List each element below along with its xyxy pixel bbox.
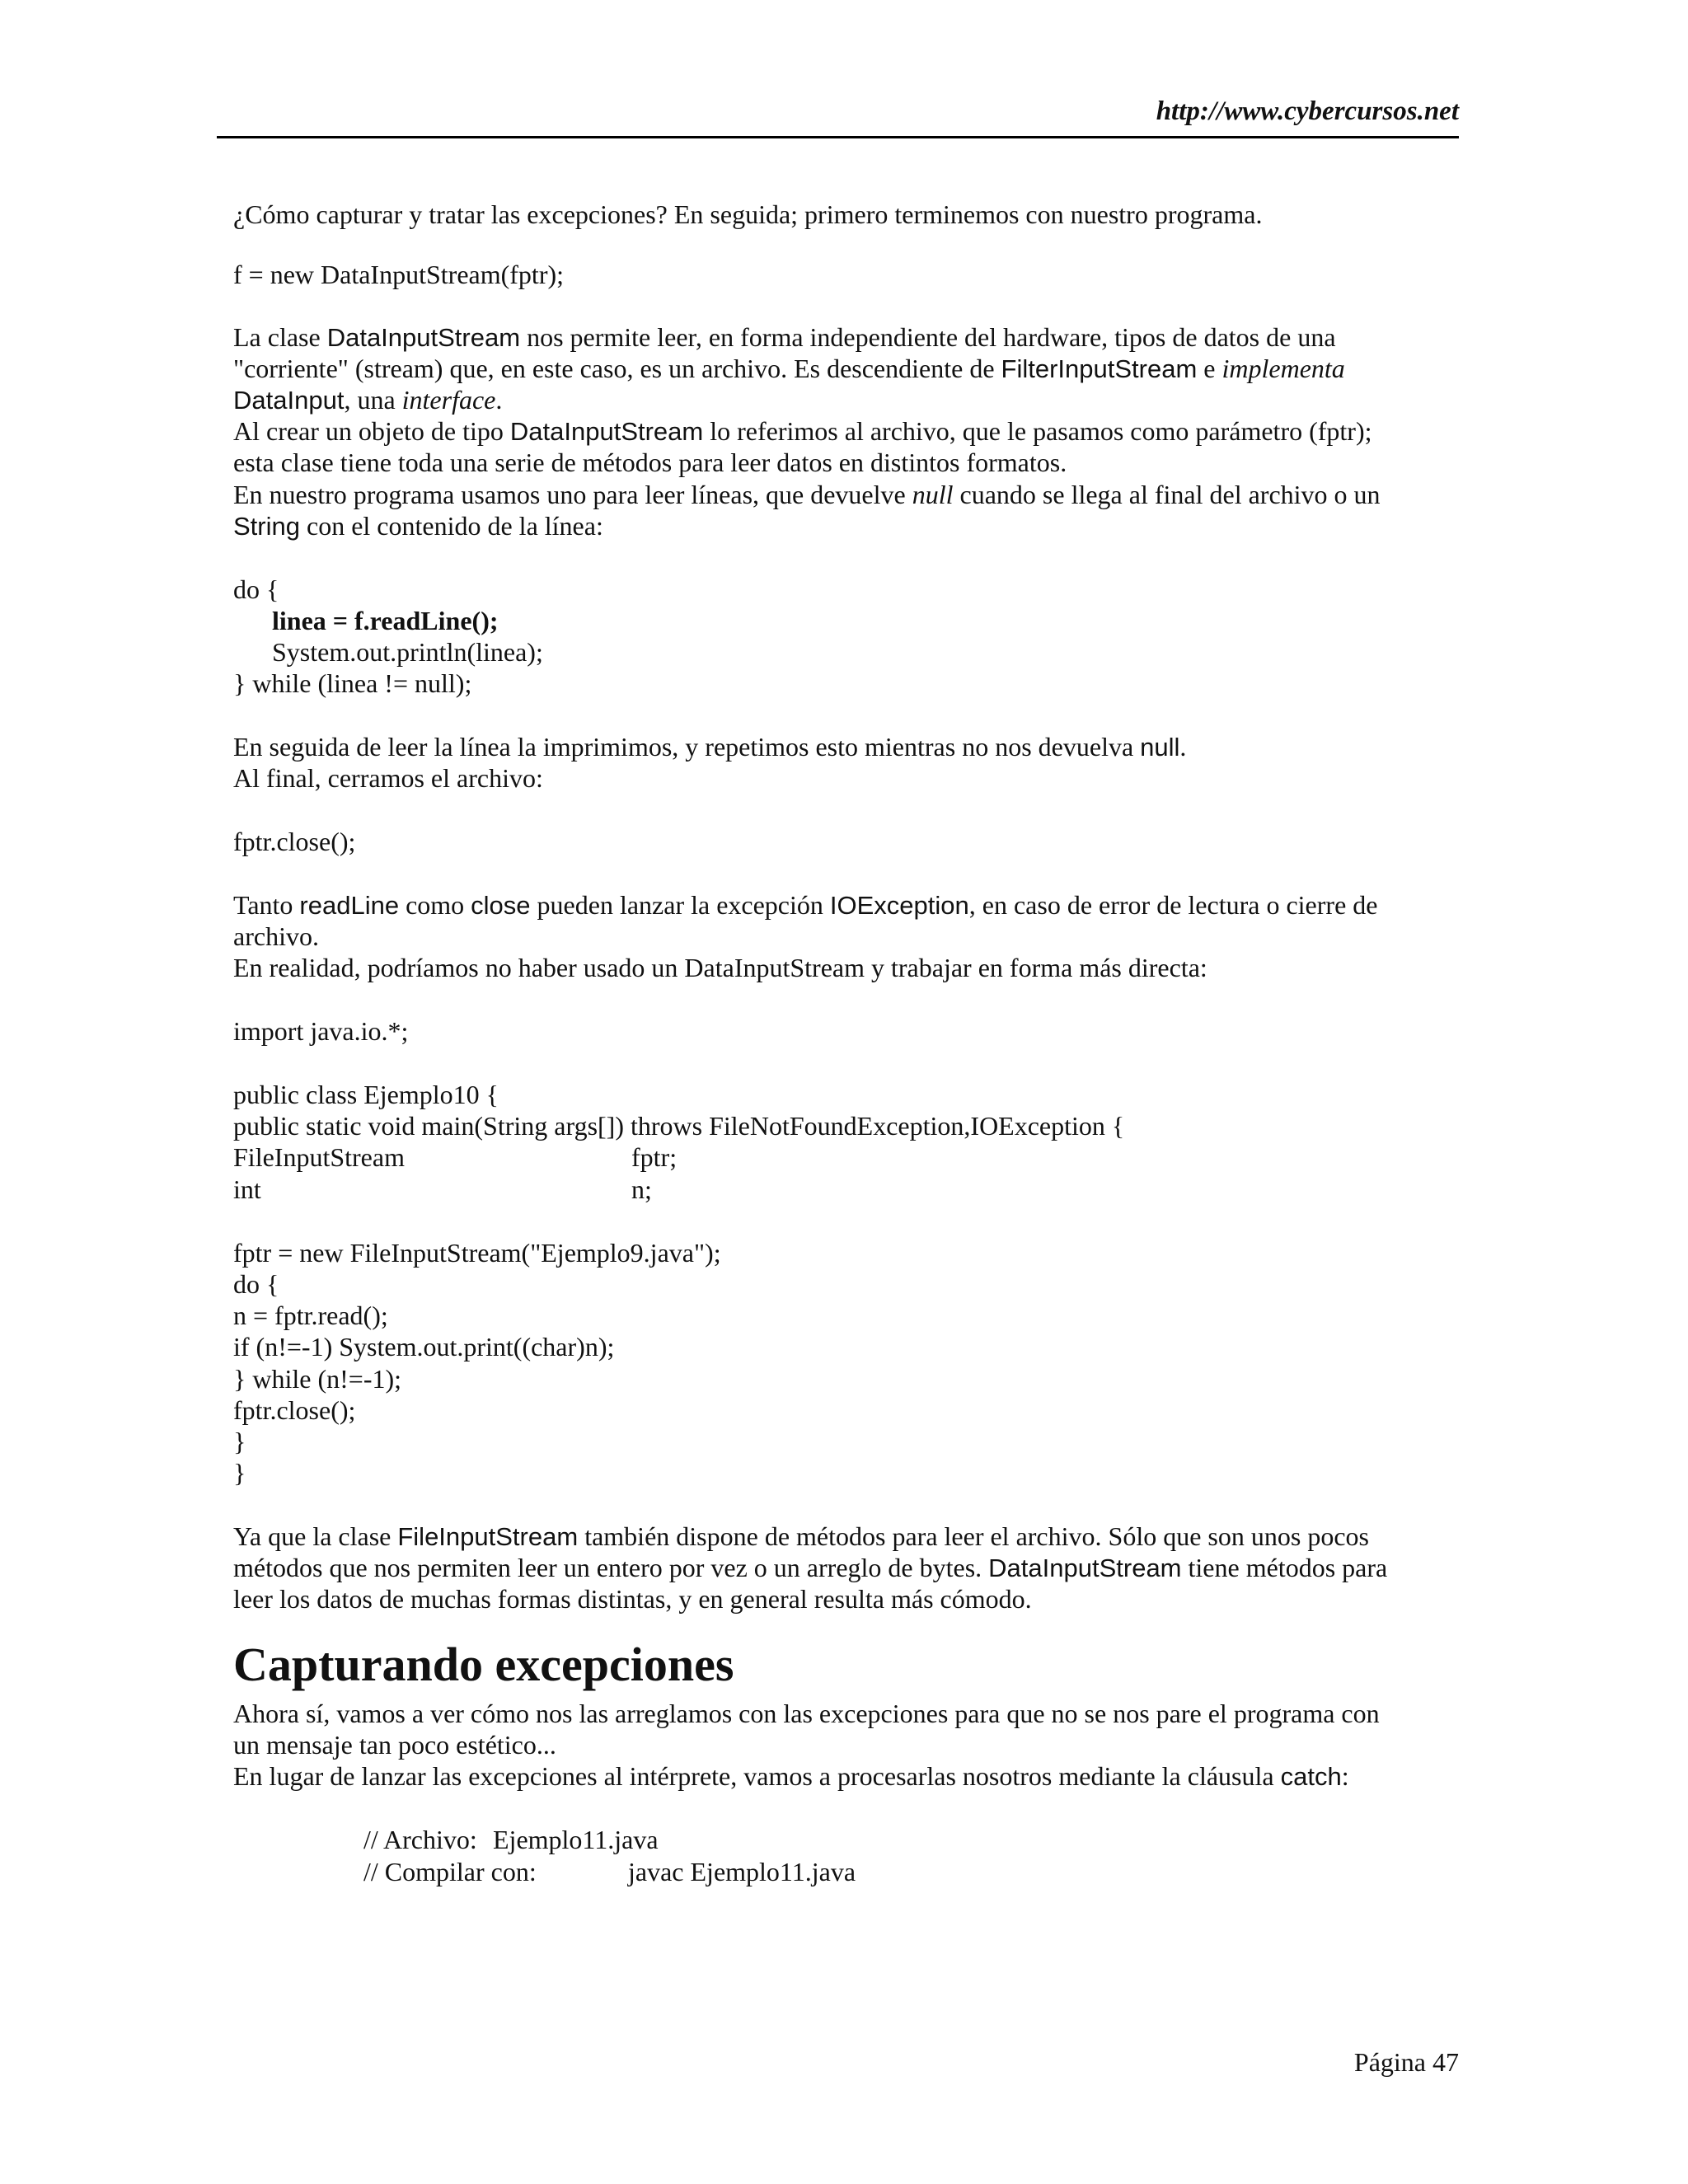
class-name: DataInputStream — [326, 323, 521, 352]
code-line: if (n!=-1) System.out.print((char)n); — [233, 1332, 615, 1361]
paragraph-line — [233, 353, 1345, 384]
code-line: } — [233, 1458, 246, 1488]
paragraph-line — [233, 1552, 1387, 1583]
paragraph-line — [233, 1760, 1349, 1792]
code-line: public class Ejemplo10 { — [233, 1080, 499, 1109]
page-number: Página 47 — [1353, 2047, 1459, 2077]
paragraph-line: un mensaje tan poco estético... — [233, 1730, 556, 1760]
text-run: tiene métodos para — [1181, 1553, 1388, 1582]
code-line: } — [233, 1427, 246, 1456]
text-run: con el contenido de la línea: — [299, 511, 603, 541]
header-divider — [217, 136, 1459, 138]
text-run: , en caso de error de lectura o cierre de — [968, 890, 1378, 920]
paragraph-line — [233, 384, 502, 415]
text-run: "corriente" (stream) que, en este caso, es un archivo. Es descendiente de — [233, 354, 1001, 383]
text-run: . — [495, 385, 503, 415]
text-run: pueden lanzar la excepción — [530, 890, 830, 920]
text-run: La clase — [233, 322, 327, 352]
code-line: n = fptr.read(); — [233, 1301, 388, 1330]
code-line: do { — [233, 574, 279, 604]
paragraph-line — [233, 731, 1186, 762]
paragraph-line — [233, 321, 1336, 353]
code-line: fptr.close(); — [233, 1395, 356, 1425]
paragraph-line — [233, 415, 1372, 447]
paragraph-line: En realidad, podríamos no haber usado un DataInputStream y trabajar en forma más directa: — [233, 953, 1207, 982]
section-heading: Capturando excepciones — [233, 1638, 734, 1691]
code-comment: javac Ejemplo11.java — [628, 1857, 856, 1886]
text-run: Al crear un objeto de tipo — [233, 416, 510, 446]
text-run: como — [399, 890, 471, 920]
code-line: import java.io.*; — [233, 1016, 409, 1046]
paragraph-line — [233, 889, 1377, 921]
paragraph-line — [233, 1521, 1369, 1552]
text-run: En lugar de lanzar las excepciones al intérprete, vamos a procesarlas nosotros mediante la cláusula — [233, 1761, 1281, 1791]
code-line: int — [233, 1174, 261, 1204]
paragraph-line — [233, 479, 1381, 510]
text-run: : — [1341, 1761, 1349, 1791]
paragraph-line: Ahora sí, vamos a ver cómo nos las arreglamos con las excepciones para que no se nos pare el programa con — [233, 1699, 1380, 1728]
code-line: FileInputStream — [233, 1142, 405, 1172]
italic-term: interface — [401, 385, 496, 415]
text-run: En nuestro programa usamos uno para leer líneas, que devuelve — [233, 480, 912, 509]
paragraph-line: esta clase tiene toda una serie de métodos para leer datos en distintos formatos. — [233, 448, 1067, 477]
paragraph-line: Al final, cerramos el archivo: — [233, 763, 543, 793]
code-line-close: fptr.close(); — [233, 827, 356, 856]
code-line-datainputstream: f = new DataInputStream(fptr); — [233, 260, 565, 289]
italic-term: implementa — [1221, 354, 1345, 383]
class-name: catch — [1280, 1762, 1342, 1791]
paragraph-line: leer los datos de muchas formas distintas, y en general resulta más cómodo. — [233, 1584, 1032, 1614]
code-comment: Ejemplo11.java — [493, 1825, 659, 1854]
class-name: close — [471, 891, 531, 920]
paragraph-line: archivo. — [233, 921, 319, 951]
code-line: n; — [631, 1174, 652, 1204]
class-name: DataInput — [233, 386, 345, 415]
italic-term: null — [912, 480, 954, 509]
text-run: Ya que la clase — [233, 1521, 398, 1551]
text-run: e — [1197, 354, 1222, 383]
class-name: FileInputStream — [397, 1522, 579, 1551]
class-name: readLine — [299, 891, 400, 920]
text-run: también dispone de métodos para leer el archivo. Sólo que son unos pocos — [578, 1521, 1369, 1551]
text-run: , una — [344, 385, 402, 415]
class-name: DataInputStream — [988, 1554, 1182, 1582]
code-line: fptr; — [631, 1142, 678, 1172]
header-url: http://www.cybercursos.net — [1156, 96, 1459, 126]
code-comment: // Compilar con: — [363, 1857, 537, 1886]
text-run: En seguida de leer la línea la imprimimos, y repetimos esto mientras no nos devuelva — [233, 732, 1141, 762]
code-line: } while (linea != null); — [233, 668, 472, 698]
code-line: public static void main(String args[]) throws FileNotFoundException,IOException { — [233, 1111, 1125, 1141]
paragraph-intro: ¿Cómo capturar y tratar las excepciones? En seguida; primero terminemos con nuestro programa. — [233, 199, 1263, 229]
code-line: fptr = new FileInputStream("Ejemplo9.java"); — [233, 1238, 721, 1268]
paragraph-line — [233, 510, 603, 541]
code-line: do { — [233, 1269, 279, 1299]
class-name: DataInputStream — [509, 417, 704, 446]
class-name: String — [233, 512, 300, 541]
code-line: System.out.println(linea); — [272, 637, 543, 667]
class-name: FilterInputStream — [1001, 354, 1198, 383]
text-run: . — [1179, 732, 1187, 762]
text-run: Tanto — [233, 890, 300, 920]
code-line-bold: linea = f.readLine(); — [272, 606, 499, 635]
text-run: nos permite leer, en forma independiente del hardware, tipos de datos de una — [520, 322, 1336, 352]
class-name: IOException — [829, 891, 969, 920]
class-name: null — [1140, 733, 1180, 762]
text-run: cuando se llega al final del archivo o un — [953, 480, 1381, 509]
text-run: lo referimos al archivo, que le pasamos como parámetro (fptr); — [703, 416, 1372, 446]
text-run: métodos que nos permiten leer un entero por vez o un arreglo de bytes. — [233, 1553, 989, 1582]
code-line: } while (n!=-1); — [233, 1364, 402, 1394]
code-comment: // Archivo: — [363, 1825, 477, 1854]
